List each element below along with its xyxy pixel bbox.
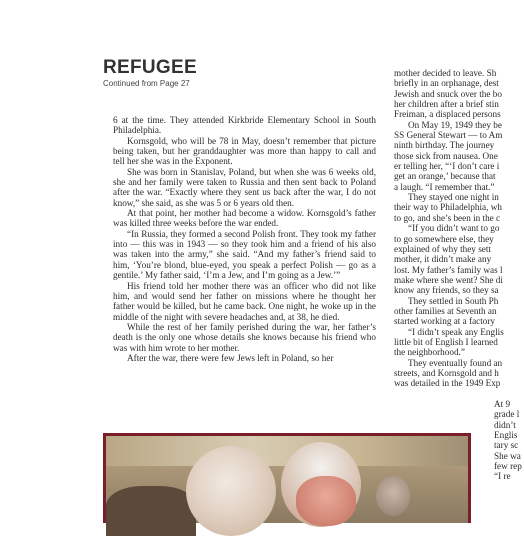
paragraph: other families at Seventh an — [394, 305, 497, 316]
paragraph: started working at a factory — [394, 316, 496, 327]
paragraph: She was born in Stanislav, Poland, but when she was 6 weeks old, she and her family were taken to Russia and then sent back to Poland after the war. “Exactly where they sent us back after the war, I do not know,” she said, as she was 5 or 6 years old then. — [113, 166, 376, 208]
paragraph: Freiman, a displaced persons — [394, 109, 501, 120]
paragraph: ninth birthday. The journey — [394, 140, 495, 151]
paragraph: get an orange,’ because that — [394, 171, 496, 182]
paragraph: “I didn’t speak any Englis — [408, 326, 504, 337]
article-column-2 — [394, 68, 524, 398]
photo-person-woman-head — [186, 446, 276, 536]
paragraph: Englis — [494, 430, 518, 441]
paragraph: 6 at the time. They attended Kirkbride Elementary School in South Philadelphia. — [113, 115, 376, 136]
paragraph: the neighborhood.” — [394, 347, 465, 358]
paragraph: tary sc — [494, 440, 519, 451]
paragraph: know any friends, so they sa — [394, 285, 499, 296]
paragraph: SS General Stewart — to Am — [394, 130, 503, 141]
photo-background-person — [376, 476, 410, 516]
paragraph: didn’t — [494, 419, 516, 430]
paragraph: His friend told her mother there was an officer who did not like him, and would send her father on missions where he thought her father would be killed, but he came back. One night, he woke up in the middle of the night with severe headaches and, at 38, he died. — [113, 280, 376, 322]
article-heading: REFUGEE — [103, 57, 197, 78]
paragraph: While the rest of her family perished during the war, her father’s death is the only one whose details she knows because his friend who was with him wrote to her mother. — [113, 321, 376, 353]
paragraph: those sick from nausea. One — [394, 150, 498, 161]
photo-image — [106, 436, 468, 523]
article-column-2-continued — [494, 399, 524, 512]
paragraph: On May 19, 1949 they be — [408, 119, 502, 130]
paragraph: streets, and Kornsgold and h — [394, 367, 499, 378]
paragraph: After the war, there were few Jews left in Poland, so her — [127, 352, 334, 363]
paragraph: to go, and she’s been in the c — [394, 212, 501, 223]
paragraph: They eventually found an — [408, 357, 503, 368]
paragraph: their way to Philadelphia, wh — [394, 202, 502, 213]
paragraph: was detailed in the 1949 Exp — [394, 378, 501, 389]
paragraph: her children after a brief stin — [394, 99, 499, 110]
continued-from-note: Continued from Page 27 — [103, 79, 190, 88]
paragraph: “If you didn’t want to go — [408, 223, 500, 234]
paragraph: er telling her, “‘I don’t care i — [394, 161, 500, 172]
paragraph: explained of why they sett — [394, 243, 491, 254]
photo-person-man-face — [296, 476, 356, 526]
paragraph: a laugh. “I remember that.” — [394, 181, 495, 192]
article-column-1 — [113, 115, 376, 427]
paragraph: mother, it didn’t make any — [394, 254, 492, 265]
paragraph: grade l — [494, 409, 520, 420]
paragraph: Kornsgold, who will be 78 in May, doesn’t remember that picture being taken, but her granddaughter was more than happy to call and tell her she was in the Exponent. — [113, 135, 376, 167]
paragraph: to go somewhere else, they — [394, 233, 494, 244]
paragraph: At that point, her mother had become a widow. Kornsgold’s father was killed three weeks before the war ended. — [113, 208, 376, 229]
paragraph: Jewish and snuck over the bo — [394, 88, 502, 99]
paragraph: “In Russia, they formed a second Polish front. They took my father into — this was in 1943 — so they took him and a friend of his also was taken into the army,” she said. “And my father’s friend said to him, ‘You’re blond, blue-eyed, you speak a perfect Polish — go as a gentile.’ My father said, ‘I’m a Jew, and I’m going as a Jew.’” — [113, 228, 376, 281]
photo-person-shoulder — [106, 486, 196, 536]
paragraph: They settled in South Ph — [408, 295, 499, 306]
paragraph: make where she went? She di — [394, 274, 503, 285]
paragraph: “I re — [494, 471, 511, 482]
paragraph: few rep — [494, 461, 522, 472]
paragraph: She wa — [494, 450, 521, 461]
paragraph: At 9 — [494, 399, 511, 409]
paragraph: mother decided to leave. Sh — [394, 68, 497, 78]
paragraph: lost. My father’s family was l — [394, 264, 503, 275]
paragraph: They stayed one night in — [408, 192, 499, 203]
paragraph: little bit of English I learned — [394, 336, 498, 347]
paragraph: briefly in an orphanage, dest — [394, 78, 499, 89]
article-photo — [103, 433, 471, 523]
